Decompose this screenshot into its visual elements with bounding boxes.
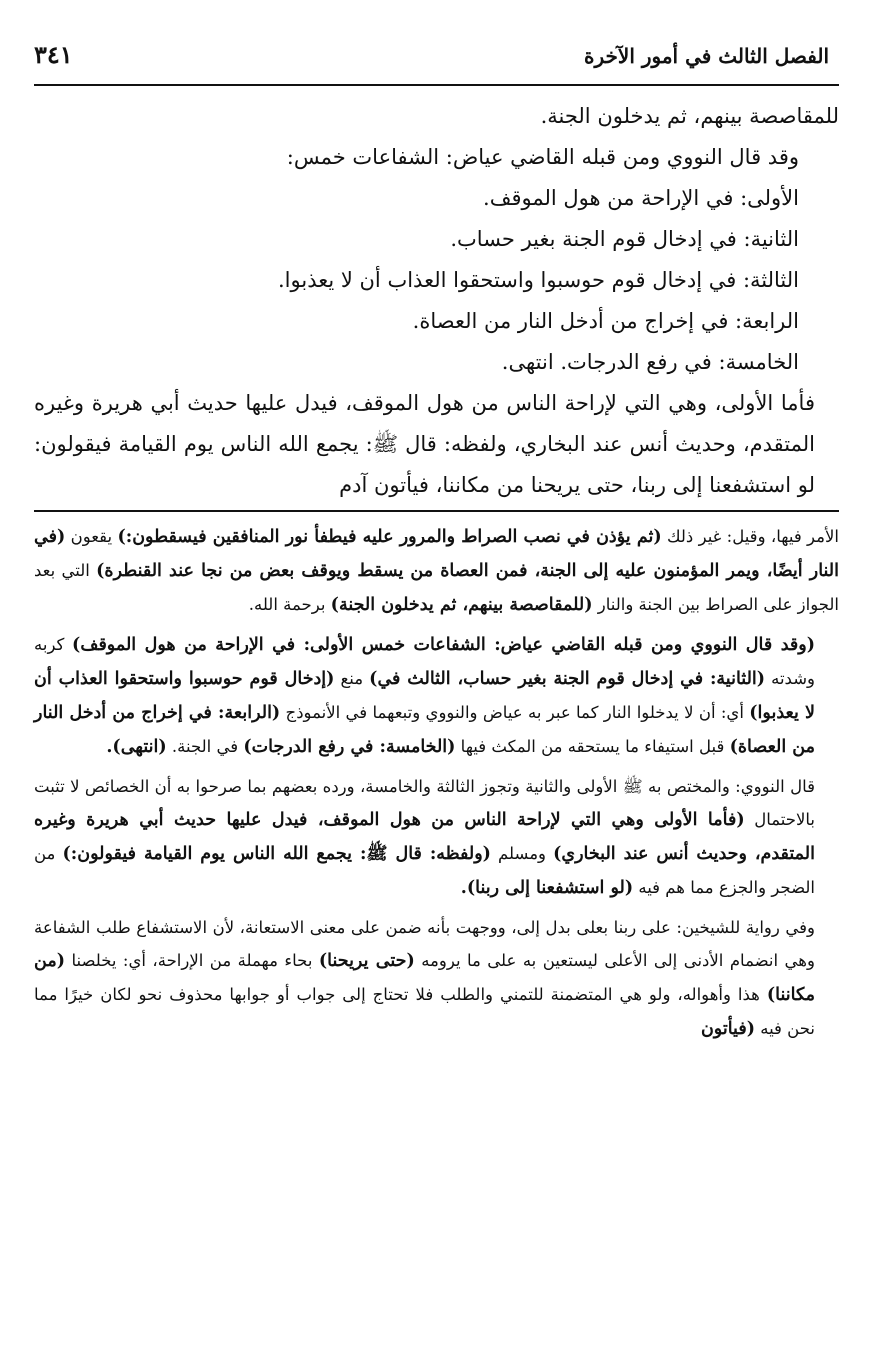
- commentary-text: قال النووي: والمختص به ﷺ الأولى والثانية وتجوز الثالثة والخامسة، ورده بعضهم بما صرحوا به أن الخصائص لا تثبت بالاحتمال: [34, 777, 816, 829]
- main-text: [34, 96, 839, 506]
- chapter-title: الفصل الثالث في أمور الآخرة: [584, 44, 829, 68]
- quoted-text: (إدخال قوم حوسبوا واستحقوا العذاب أن لا يعذبوا): [34, 669, 815, 723]
- quoted-text: (الخامسة: في رفع الدرجات): [243, 737, 456, 757]
- quoted-text: (الرابعة: في إخراج من أدخل النار من العصاة): [34, 703, 815, 757]
- commentary-text: من الضجر والجزع مما هم فيه: [34, 844, 815, 897]
- commentary-text: الأمر فيها، وقيل: غير ذلك: [661, 527, 839, 546]
- quoted-text: (في النار أيضًا، ويمر المؤمنون عليه إلى الجنة، فمن العصاة من يسقط ويوقف بعض من نجا عند القنطرة): [34, 527, 839, 581]
- quoted-text: (من مكاننا): [34, 951, 815, 1005]
- commentary-text: يقعون: [65, 527, 118, 546]
- commentary-paragraph: [34, 911, 839, 1046]
- main-line: للمقاصصة بينهم، ثم يدخلون الجنة.: [540, 104, 839, 128]
- main-line: الخامسة: في رفع الدرجات. انتهى.: [501, 350, 799, 374]
- commentary-text: في الجنة.: [166, 737, 244, 756]
- commentary: [34, 520, 839, 1046]
- commentary-text: قبل استيفاء ما يستحقه من المكث فيها: [455, 737, 730, 756]
- commentary-text: بحاء مهملة من الإراحة، أي: يخلصنا: [64, 951, 319, 970]
- quoted-text: (ولفظه: قال ﷺ: يجمع الله الناس يوم القيامة فيقولون:): [62, 844, 491, 864]
- commentary-text: برحمة الله.: [248, 595, 331, 614]
- quoted-text: (فأما الأولى وهي التي لإراحة الناس من هول الموقف، فيدل عليها حديث أبي هريرة وغيره المتقدم، وحديث أنس عند البخاري): [34, 810, 815, 864]
- quoted-text: (ثم يؤذن في نصب الصراط والمرور عليه فيطفأ نور المنافقين فيسقطون:): [117, 527, 662, 547]
- main-line: وقد قال النووي ومن قبله القاضي عياض: الشفاعات خمس:: [286, 145, 799, 169]
- commentary-paragraph: [34, 520, 839, 622]
- quoted-text: (الثانية: في إدخال قوم الجنة بغير حساب، الثالث في): [369, 669, 766, 689]
- main-line: الثانية: في إدخال قوم الجنة بغير حساب.: [450, 227, 799, 251]
- commentary-paragraph: [34, 770, 839, 905]
- commentary-text: هذا وأهواله، ولو هي المتضمنة للتمني والطلب فلا تحتاج إلى جواب أو جوابها محذوف نحو لكان خيرًا مما نحن فيه: [34, 985, 815, 1038]
- commentary-text: ومسلم: [490, 844, 554, 863]
- commentary-text: التي بعد الجواز على الصراط بين الجنة والنار: [34, 561, 839, 614]
- commentary-text: منع: [334, 669, 370, 688]
- quoted-text: (لو استشفعنا إلى ربنا).: [460, 878, 634, 898]
- quoted-text: (للمقاصصة بينهم، ثم يدخلون الجنة): [330, 595, 593, 615]
- commentary-text: وفي رواية للشيخين: على ربنا بعلى بدل إلى، ووجهت بأنه ضمن على معنى الاستعانة، لأن الاستشفاع طلب الشفاعة وهي انضمام الأدنى إلى الأعلى ليستعين به على ما يرومه: [34, 918, 815, 970]
- quoted-text: (وقد قال النووي ومن قبله القاضي عياض: الشفاعات خمس الأولى: في الإراحة من هول الموقف): [72, 635, 815, 655]
- quoted-text: (انتهى).: [106, 737, 167, 757]
- main-paragraph: فأما الأولى، وهي التي لإراحة الناس من هول الموقف، فيدل عليها حديث أبي هريرة وغيره المتقدم، وحديث أنس عند البخاري، ولفظه: قال ﷺ: يجمع الله الناس يوم القيامة فيقولون: لو استشفعنا إلى ربنا، حتى يريحنا من مكاننا، فيأتون آدم: [34, 391, 815, 497]
- main-line: الأولى: في الإراحة من هول الموقف.: [483, 186, 799, 210]
- commentary-text: أي: أن لا يدخلوا النار كما عبر به عياض والنووي وتبعهما في الأنموذج: [280, 703, 750, 722]
- text-divider: [34, 510, 839, 512]
- commentary-text: كربه وشدته: [34, 635, 815, 688]
- quoted-text: (فيأتون: [700, 1019, 755, 1039]
- main-line: الرابعة: في إخراج من أدخل النار من العصاة.: [412, 309, 799, 333]
- running-header: [34, 38, 839, 86]
- quoted-text: (حتى يريحنا): [318, 951, 415, 971]
- main-line: الثالثة: في إدخال قوم حوسبوا واستحقوا العذاب أن لا يعذبوا.: [277, 268, 799, 292]
- page-number: ٣٤١: [34, 40, 73, 69]
- commentary-paragraph: [34, 628, 839, 764]
